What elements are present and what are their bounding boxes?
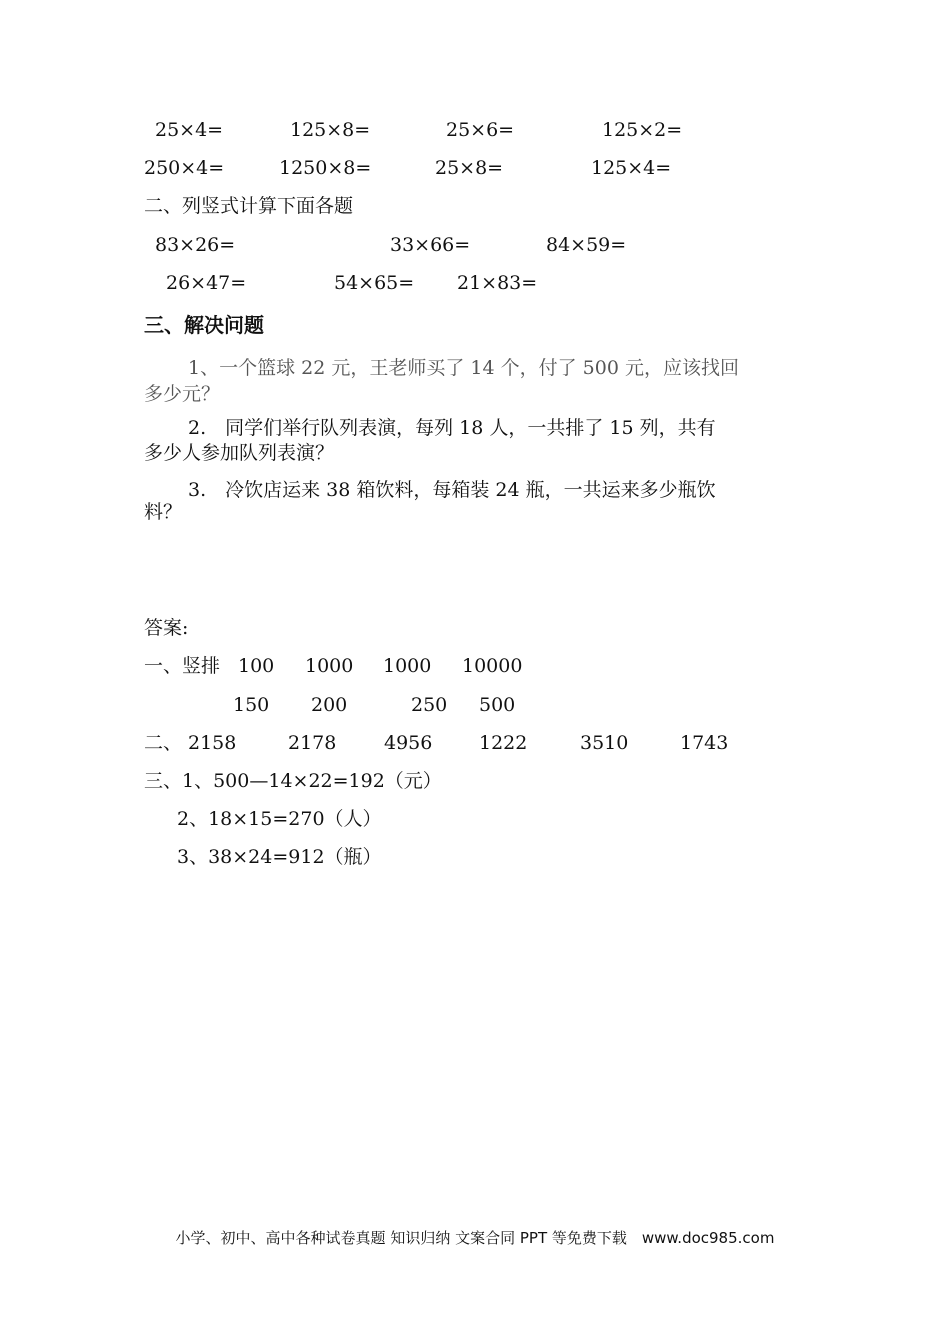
question-3-line1: 3. 冷饮店运来 38 箱饮料，每箱装 24 瓶，一共运来多少瓶饮	[188, 479, 716, 501]
answer-three-1: 三、1、500—14×22=192（元）	[144, 770, 442, 792]
problem-125x8: 125×8=	[290, 119, 371, 141]
question-1-line2: 多少元？	[144, 383, 221, 405]
problem-25x8: 25×8=	[435, 157, 504, 179]
problem-25x4: 25×4=	[155, 119, 224, 141]
question-1-line1: 1、一个篮球 22 元，王老师买了 14 个，付了 500 元，应该找回	[188, 357, 739, 379]
problem-54x65: 54×65=	[334, 272, 415, 294]
question-2-line2: 多少人参加队列表演？	[144, 442, 335, 464]
problem-125x2: 125×2=	[602, 119, 683, 141]
problem-1250x8: 1250×8=	[279, 157, 372, 179]
section3-title: 三、解决问题	[144, 313, 264, 337]
answer-one-value: 10000	[462, 655, 523, 677]
question-3-line2: 料？	[144, 501, 183, 523]
answer-two-value: 3510	[580, 732, 629, 754]
problem-25x6: 25×6=	[446, 119, 515, 141]
answer-two-value: 2158	[188, 732, 237, 754]
problem-33x66: 33×66=	[390, 234, 471, 256]
answer-two-label: 二、	[144, 732, 183, 754]
answer-one-value: 1000	[305, 655, 354, 677]
section2-title: 二、列竖式计算下面各题	[144, 195, 354, 217]
answer-one-label: 一、竖排	[144, 655, 221, 677]
answer-three-3: 3、38×24=912（瓶）	[177, 846, 382, 868]
answers-title: 答案:	[144, 617, 189, 639]
answer-three-2: 2、18×15=270（人）	[177, 808, 382, 830]
problem-84x59: 84×59=	[546, 234, 627, 256]
problem-250x4: 250×4=	[144, 157, 225, 179]
answer-one-value: 250	[411, 694, 448, 716]
answer-two-value: 2178	[288, 732, 337, 754]
answer-two-value: 1743	[680, 732, 729, 754]
answer-one-value: 500	[479, 694, 516, 716]
problem-21x83: 21×83=	[457, 272, 538, 294]
answer-two-value: 1222	[479, 732, 528, 754]
footer-text: 小学、初中、高中各种试卷真题 知识归纳 文案合同 PPT 等免费下载 www.doc985.com	[175, 1229, 775, 1247]
problem-125x4: 125×4=	[591, 157, 672, 179]
answer-one-value: 200	[311, 694, 348, 716]
problem-83x26: 83×26=	[155, 234, 236, 256]
question-2-line1: 2. 同学们举行队列表演，每列 18 人，一共排了 15 列，共有	[188, 417, 716, 439]
answer-two-value: 4956	[384, 732, 433, 754]
answer-one-value: 1000	[383, 655, 432, 677]
answer-one-value: 150	[233, 694, 270, 716]
answer-one-value: 100	[238, 655, 275, 677]
problem-26x47: 26×47=	[166, 272, 247, 294]
